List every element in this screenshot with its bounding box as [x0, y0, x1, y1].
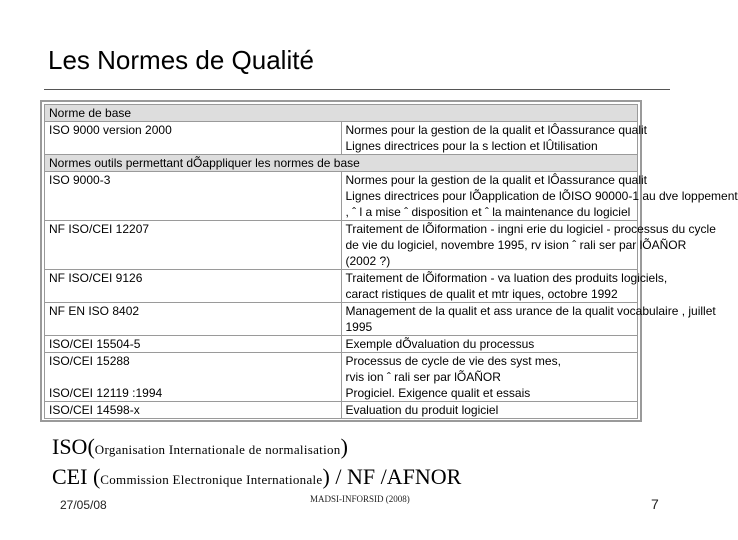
- table-row: [45, 353, 638, 402]
- norm-code-cell: [45, 303, 342, 336]
- norm-code-cell: [45, 353, 342, 402]
- iso-definition: [52, 434, 348, 463]
- table-row: [45, 336, 638, 353]
- cei-abbrev: CEI (: [52, 464, 101, 489]
- norms-table-frame: [40, 100, 738, 422]
- norm-code: ISO 9000 version 2000: [49, 123, 172, 137]
- norm-description-line: Management de la qualit et ass urance de la qualit vocabulaire , juillet: [345, 304, 716, 318]
- table-row: [45, 122, 638, 155]
- table-row: [45, 172, 638, 221]
- norm-description-cell: [341, 172, 738, 221]
- section-label-text: Norme de base: [49, 106, 132, 120]
- page-number: 7: [651, 496, 659, 512]
- norm-description-cell: [341, 270, 668, 303]
- norm-description-line: Lignes directrices pour la s lection et lÛtilisation: [345, 139, 598, 153]
- table-section-row: [45, 155, 638, 172]
- footer-conference: MADSI-INFORSID (2008): [310, 494, 410, 504]
- norm-description-line: , ˆ l a mise ˆ disposition et ˆ la maintenance du logiciel: [345, 205, 631, 219]
- norm-code-cell: [45, 172, 342, 221]
- table-row: [45, 221, 638, 270]
- norm-description-cell: [341, 303, 716, 336]
- iso-close-paren: ): [340, 434, 348, 459]
- norm-description-cell: [341, 402, 638, 419]
- norm-code-cell: [45, 122, 342, 155]
- norm-description-line: Evaluation du produit logiciel: [345, 403, 499, 417]
- norm-code-cell: [45, 221, 342, 270]
- section-label: [45, 155, 638, 172]
- norm-description-line: Normes pour la gestion de la qualit et lÔassurance qualit: [345, 173, 647, 187]
- norm-description-line: (2002 ?): [345, 254, 391, 268]
- norm-code: ISO/CEI 14598-x: [49, 403, 140, 417]
- norm-description-cell: [341, 353, 638, 402]
- section-label: [45, 105, 638, 122]
- norm-description-line: Lignes directrices pour lÕapplication de lÕISO 90000-1 au dve loppement: [345, 189, 738, 203]
- table-row: [45, 270, 638, 303]
- table-row: [45, 303, 638, 336]
- norm-code: NF ISO/CEI 9126: [49, 271, 143, 285]
- table-row: [45, 402, 638, 419]
- norm-description-line: Normes pour la gestion de la qualit et lÔassurance qualit: [345, 123, 647, 137]
- cei-full-name: Commission Electronique Internationale: [100, 472, 323, 487]
- cei-definition: [52, 464, 461, 493]
- norm-code: NF ISO/CEI 12207: [49, 222, 150, 236]
- norm-description-cell: [341, 122, 647, 155]
- norm-code-cell: [45, 402, 342, 419]
- iso-abbrev: ISO(: [52, 434, 95, 459]
- norm-code: NF EN ISO 8402: [49, 304, 140, 318]
- footer-date: 27/05/08: [60, 498, 107, 512]
- norm-description-line: de vie du logiciel, novembre 1995, rv ision ˆ rali ser par lÕAÑOR: [345, 238, 687, 252]
- norm-description-line: rvis ion ˆ rali ser par lÕAÑOR: [345, 370, 501, 384]
- iso-full-name: Organisation Internationale de normalisation: [94, 442, 341, 457]
- norm-description-line: Processus de cycle de vie des syst mes,: [345, 354, 561, 368]
- norm-description-line: 1995: [345, 320, 373, 334]
- norm-code: ISO/CEI 12119 :1994: [49, 386, 163, 400]
- section-label-text: Normes outils permettant dÕappliquer les normes de base: [49, 156, 360, 170]
- title-divider: [44, 89, 670, 90]
- norm-description-cell: [341, 221, 716, 270]
- norm-code: ISO/CEI 15504-5: [49, 337, 141, 351]
- norm-code: ISO/CEI 15288: [49, 354, 130, 368]
- cei-nf-afnor: ) / NF /AFNOR: [322, 464, 462, 489]
- norm-description-line: Progiciel. Exigence qualit et essais: [345, 386, 531, 400]
- norm-description-line: Traitement de lÕiformation - va luation des produits logiciels,: [345, 271, 668, 285]
- norm-code-cell: [45, 270, 342, 303]
- norm-code: [49, 369, 337, 385]
- table-section-row: [45, 105, 638, 122]
- norm-description-line: Exemple dÕvaluation du processus: [345, 337, 535, 351]
- norm-code: ISO 9000-3: [49, 173, 111, 187]
- norm-description-cell: [341, 336, 638, 353]
- norm-description-line: caract ristiques de qualit et mtr iques, octobre 1992: [345, 287, 618, 301]
- norms-table: [44, 104, 738, 419]
- norm-code-cell: [45, 336, 342, 353]
- norm-description-line: Traitement de lÕiformation - ingni erie du logiciel - processus du cycle: [345, 222, 716, 236]
- slide-title: Les Normes de Qualité: [48, 45, 314, 75]
